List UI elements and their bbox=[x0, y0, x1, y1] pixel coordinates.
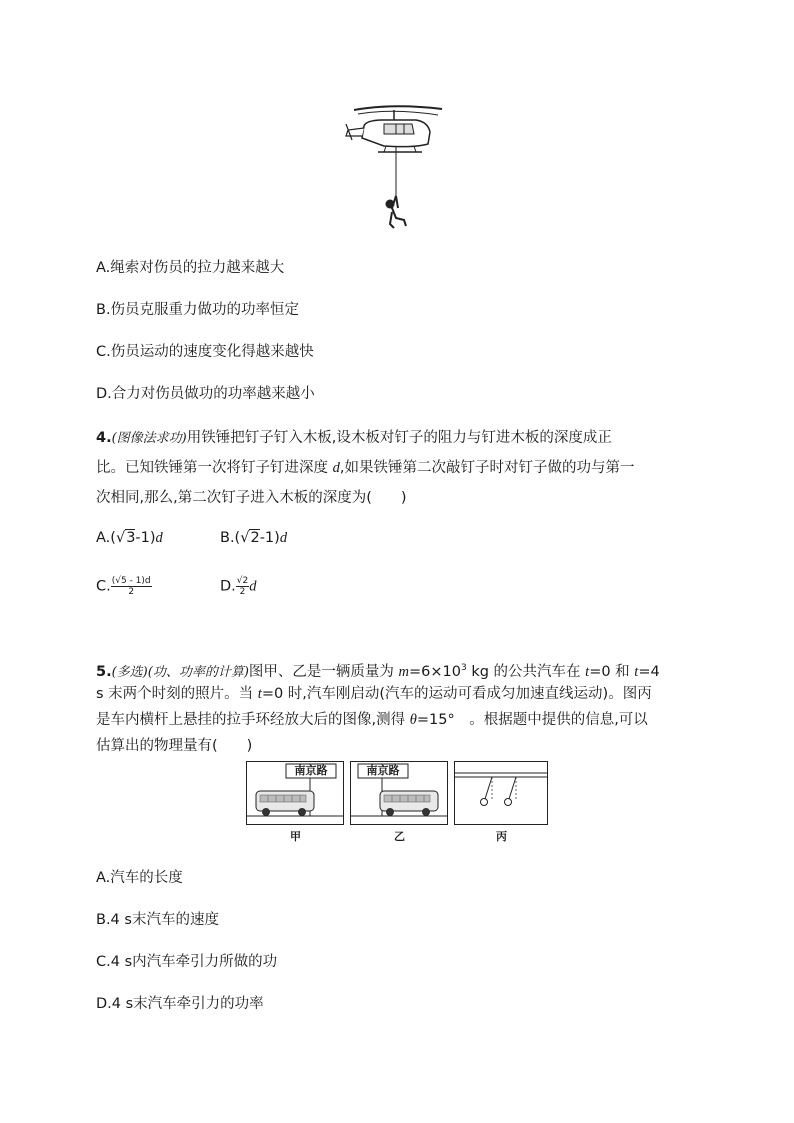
helicopter-illustration bbox=[344, 100, 448, 232]
q4-option-d-prefix: D. bbox=[220, 578, 236, 595]
q5-line-2 bbox=[96, 684, 652, 704]
q5-option-d: D.4 s末汽车牵引力的功率 bbox=[96, 996, 264, 1012]
q5-text-2a: s 末两个时刻的照片。当 bbox=[96, 686, 258, 702]
q4-option-a-prefix: A.( bbox=[96, 530, 116, 546]
q5-topic-tag: (多选)(功、功率的计算) bbox=[111, 664, 249, 680]
q4-line-1 bbox=[96, 428, 612, 449]
q4-topic-tag: (图像法求功) bbox=[111, 431, 187, 446]
figure-yi-sign-text: 南京路 bbox=[366, 764, 400, 777]
q4-option-d bbox=[220, 576, 257, 597]
q4-option-a-suffix: -1) bbox=[135, 530, 156, 546]
q5-text-3b: =15° 。根据题中提供的信息,可以 bbox=[416, 712, 648, 728]
q4-option-d-denominator: 2 bbox=[239, 587, 246, 597]
q5-variable-t: t bbox=[585, 663, 590, 680]
q5-option-c: C.4 s内汽车牵引力所做的功 bbox=[96, 954, 278, 970]
q5-text-1a: 图甲、乙是一辆质量为 bbox=[248, 663, 399, 680]
q3-option-c: C.伤员运动的速度变化得越来越快 bbox=[96, 344, 314, 360]
q5-text-1d: =0 和 bbox=[589, 663, 635, 680]
q4-line-3: 次相同,那么,第二次钉子进入木板的深度为( ) bbox=[96, 490, 407, 506]
q3-option-a: A.绳索对伤员的拉力越来越大 bbox=[96, 260, 285, 276]
q5-text-3a: 是车内横杆上悬挂的拉手环经放大后的图像,测得 bbox=[96, 712, 410, 728]
figure-caption-yi: 乙 bbox=[394, 830, 405, 843]
q4-option-d-d: d bbox=[249, 578, 257, 595]
q5-option-b: B.4 s末汽车的速度 bbox=[96, 912, 219, 928]
q4-number: 4. bbox=[96, 430, 112, 446]
q4-option-b-d: d bbox=[279, 530, 288, 546]
q5-line-4: 估算出的物理量有( ) bbox=[96, 738, 253, 754]
q5-line-1 bbox=[96, 658, 660, 683]
q4-variable-d: d bbox=[332, 460, 340, 476]
q5-option-a: A.汽车的长度 bbox=[96, 870, 183, 886]
q4-line-2 bbox=[96, 458, 634, 478]
q4-text-2a: 比。已知铁锤第一次将钉子钉进深度 bbox=[96, 460, 333, 476]
q4-option-a-radicand: 3 bbox=[126, 530, 136, 546]
figure-bing-handle-rings bbox=[454, 761, 548, 825]
q4-text-1: 用铁锤把钉子钉入木板,设木板对钉子的阻力与钉进木板的深度成正 bbox=[186, 430, 612, 446]
q5-variable-m: m bbox=[398, 663, 409, 680]
q5-text-1b: =6×10 bbox=[409, 663, 461, 680]
q4-option-a-d: d bbox=[155, 530, 163, 546]
figure-caption-bing: 丙 bbox=[496, 830, 507, 843]
q5-number: 5. bbox=[96, 663, 112, 680]
q4-option-b-radicand: 2 bbox=[250, 530, 260, 546]
q5-variable-t-2: t bbox=[634, 663, 639, 680]
q5-text-2b: =0 时,汽车刚启动(汽车的运动可看成匀加速直线运动)。图丙 bbox=[261, 686, 652, 702]
q4-option-c-fraction bbox=[111, 576, 152, 597]
q5-variable-t-3: t bbox=[257, 686, 262, 702]
q3-option-d: D.合力对伤员做功的功率越来越小 bbox=[96, 386, 315, 402]
q4-option-b-suffix: -1) bbox=[259, 530, 280, 546]
q4-option-d-numerator: √2 bbox=[236, 576, 249, 586]
q5-line-3 bbox=[96, 710, 648, 730]
figure-jia-sign-text: 南京路 bbox=[294, 764, 328, 777]
q4-option-c-denominator: 2 bbox=[128, 587, 135, 597]
figure-caption-jia: 甲 bbox=[290, 830, 301, 843]
q4-option-a: A.(√3-1)d bbox=[96, 530, 163, 546]
q5-exponent: 3 bbox=[460, 663, 467, 673]
q5-text-1e: =4 bbox=[638, 663, 660, 680]
q4-option-b: B.(√2-1)d bbox=[220, 530, 288, 546]
q4-option-c bbox=[96, 576, 152, 597]
q4-option-c-numerator: (√5 - 1)d bbox=[111, 576, 151, 586]
q4-option-b-prefix: B.( bbox=[220, 530, 241, 546]
q5-text-1c: kg 的公共汽车在 bbox=[466, 663, 586, 680]
q4-option-d-fraction bbox=[236, 576, 249, 597]
q5-variable-theta: θ bbox=[409, 712, 417, 728]
q4-option-c-prefix: C. bbox=[96, 578, 111, 595]
q4-text-2b: ,如果铁锤第二次敲钉子时对钉子做的功与第一 bbox=[339, 460, 635, 476]
q3-option-b: B.伤员克服重力做功的功率恒定 bbox=[96, 302, 300, 318]
